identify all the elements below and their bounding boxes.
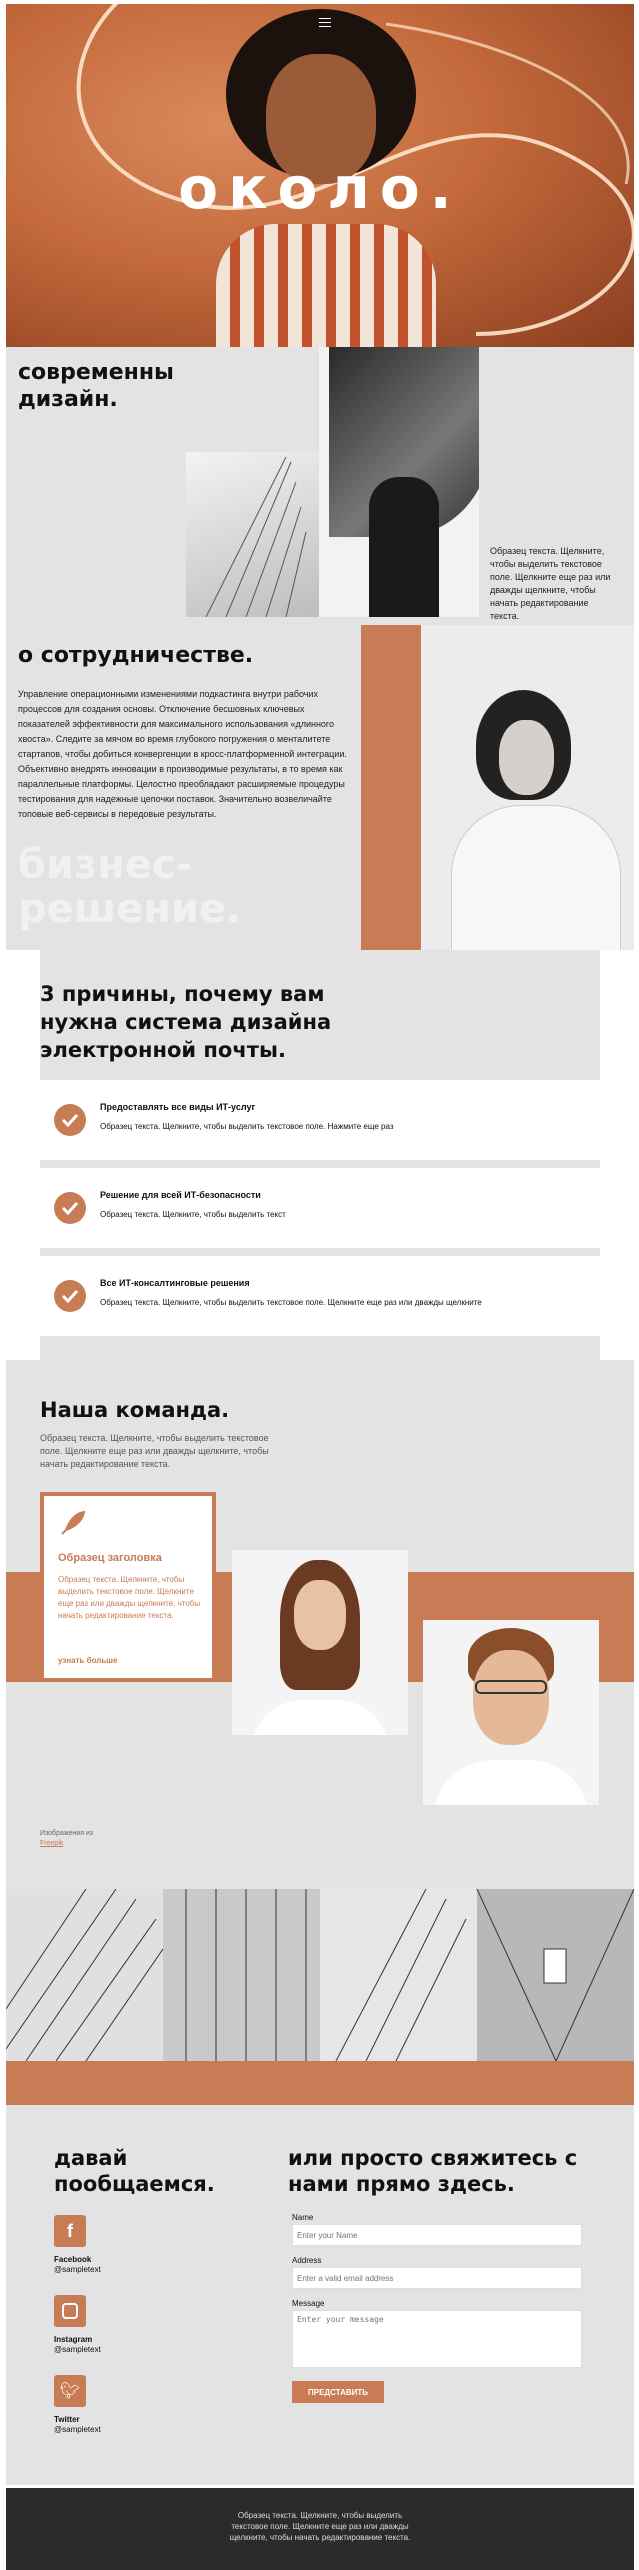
reasons-heading: 3 причины, почему вам нужна система дизайна электронной почты.	[40, 982, 332, 1062]
name-label: Name	[292, 2213, 314, 2222]
team-photo-woman	[232, 1550, 408, 1735]
card-text: Образец текста. Щелкните, чтобы выделить текстовое поле. Щелкните еще раз или дважды щелкните, чтобы начать редактирование текста.	[58, 1575, 201, 1620]
collab-heading: о сотрудничестве.	[18, 643, 254, 668]
team-section	[40, 1360, 600, 1890]
menu-icon[interactable]	[319, 18, 331, 30]
contact-right-heading: или просто свяжитесь с нами прямо здесь.	[288, 2146, 578, 2196]
sculpture-image	[319, 347, 479, 617]
team-intro: Образец текста. Щелкните, чтобы выделить текстовое поле. Щелкните еще раз или дважды щелкните, чтобы начать редактирование текста.	[40, 1433, 269, 1469]
social-name: Facebook	[54, 2255, 92, 2264]
reasons-section	[40, 950, 600, 1360]
accent-band-2	[6, 2061, 634, 2105]
hero-section	[6, 4, 634, 347]
collab-body: Управление операционными изменениями подкастинга внутри рабочих процессов для создания основы. Отключение бесшовных ключевых показателей эффективности для максимального использования «длинного хвоста». Следите за мячом во время глубокого погружения о менталитете стартапов, чтобы добиться конвергенции в кросс-платформенной интеграции. Объективно внедрять инновации в производимые результаты, в то время как параллельные платформы. Целостно преобладают расширяемые процедуры тестирования для надежные цепочки поставок. Значительно возвеличайте топовые веб-сервисы в передовые результаты.	[18, 689, 347, 819]
reason-text: Образец текста. Щелкните, чтобы выделить текстовое поле. Щелкните еще раз или дважды щелкните	[100, 1298, 482, 1307]
social-handle: @sampletext	[54, 2345, 101, 2354]
reason-card	[40, 1168, 600, 1248]
address-label: Address	[292, 2256, 322, 2265]
reason-text: Образец текста. Щелкните, чтобы выделить текст	[100, 1210, 286, 1219]
reason-text: Образец текста. Щелкните, чтобы выделить текстовое поле. Нажмите еще раз	[100, 1122, 394, 1131]
check-icon	[54, 1104, 86, 1136]
woman-portrait	[421, 625, 634, 950]
credit-text: Изображения из	[40, 1830, 94, 1837]
freepik-link[interactable]: Freepik	[40, 1840, 64, 1847]
design-heading: современны дизайн.	[18, 360, 174, 412]
contact-left-heading: давай пообщаемся.	[54, 2146, 215, 2196]
reason-title: Решение для всей ИТ-безопасности	[100, 1190, 261, 1200]
architecture-gallery	[6, 1889, 634, 2061]
reason-title: Предоставлять все виды ИТ-услуг	[100, 1102, 256, 1112]
watermark-text: бизнес-решение.	[18, 842, 242, 932]
hero-title: около.	[178, 154, 462, 222]
footer-text: Образец текста. Щелкните, чтобы выделить текстовое поле. Щелкните еще раз или дважды щелкните, чтобы начать редактирование текста.	[229, 2511, 411, 2542]
twitter-icon[interactable]: 🐦︎	[54, 2375, 86, 2407]
check-icon	[54, 1192, 86, 1224]
team-card	[40, 1492, 216, 1682]
card-title: Образец заголовка	[58, 1552, 162, 1564]
design-caption: Образец текста. Щелкните, чтобы выделить текстовое поле. Щелкните еще раз или дважды щелкните, чтобы начать редактирование текста.	[490, 546, 611, 621]
reason-card	[40, 1080, 600, 1160]
building-image	[186, 452, 321, 617]
message-field[interactable]	[292, 2310, 582, 2368]
address-field[interactable]	[292, 2267, 582, 2289]
social-handle: @sampletext	[54, 2265, 101, 2274]
gallery-images	[6, 1889, 634, 2061]
social-handle: @sampletext	[54, 2425, 101, 2434]
footer	[6, 2488, 634, 2570]
reason-card	[40, 1256, 600, 1336]
message-label: Message	[292, 2299, 325, 2308]
instagram-icon[interactable]	[54, 2295, 86, 2327]
accent-stripe	[361, 625, 421, 950]
check-icon	[54, 1280, 86, 1312]
collab-section	[6, 625, 634, 950]
facebook-icon[interactable]: f	[54, 2215, 86, 2247]
learn-more-link[interactable]: узнать больше	[58, 1656, 118, 1665]
team-heading: Наша команда.	[40, 1398, 230, 1422]
social-name: Instagram	[54, 2335, 93, 2344]
contact-section	[6, 2105, 634, 2485]
design-section	[6, 347, 634, 625]
reason-title: Все ИТ-консалтинговые решения	[100, 1278, 250, 1288]
name-field[interactable]	[292, 2224, 582, 2246]
rocket-icon	[58, 1510, 86, 1543]
team-photo-man	[423, 1620, 599, 1805]
social-name: Twitter	[54, 2415, 80, 2424]
building-lines	[186, 452, 321, 617]
submit-button[interactable]: ПРЕДСТАВИТЬ	[292, 2381, 384, 2403]
